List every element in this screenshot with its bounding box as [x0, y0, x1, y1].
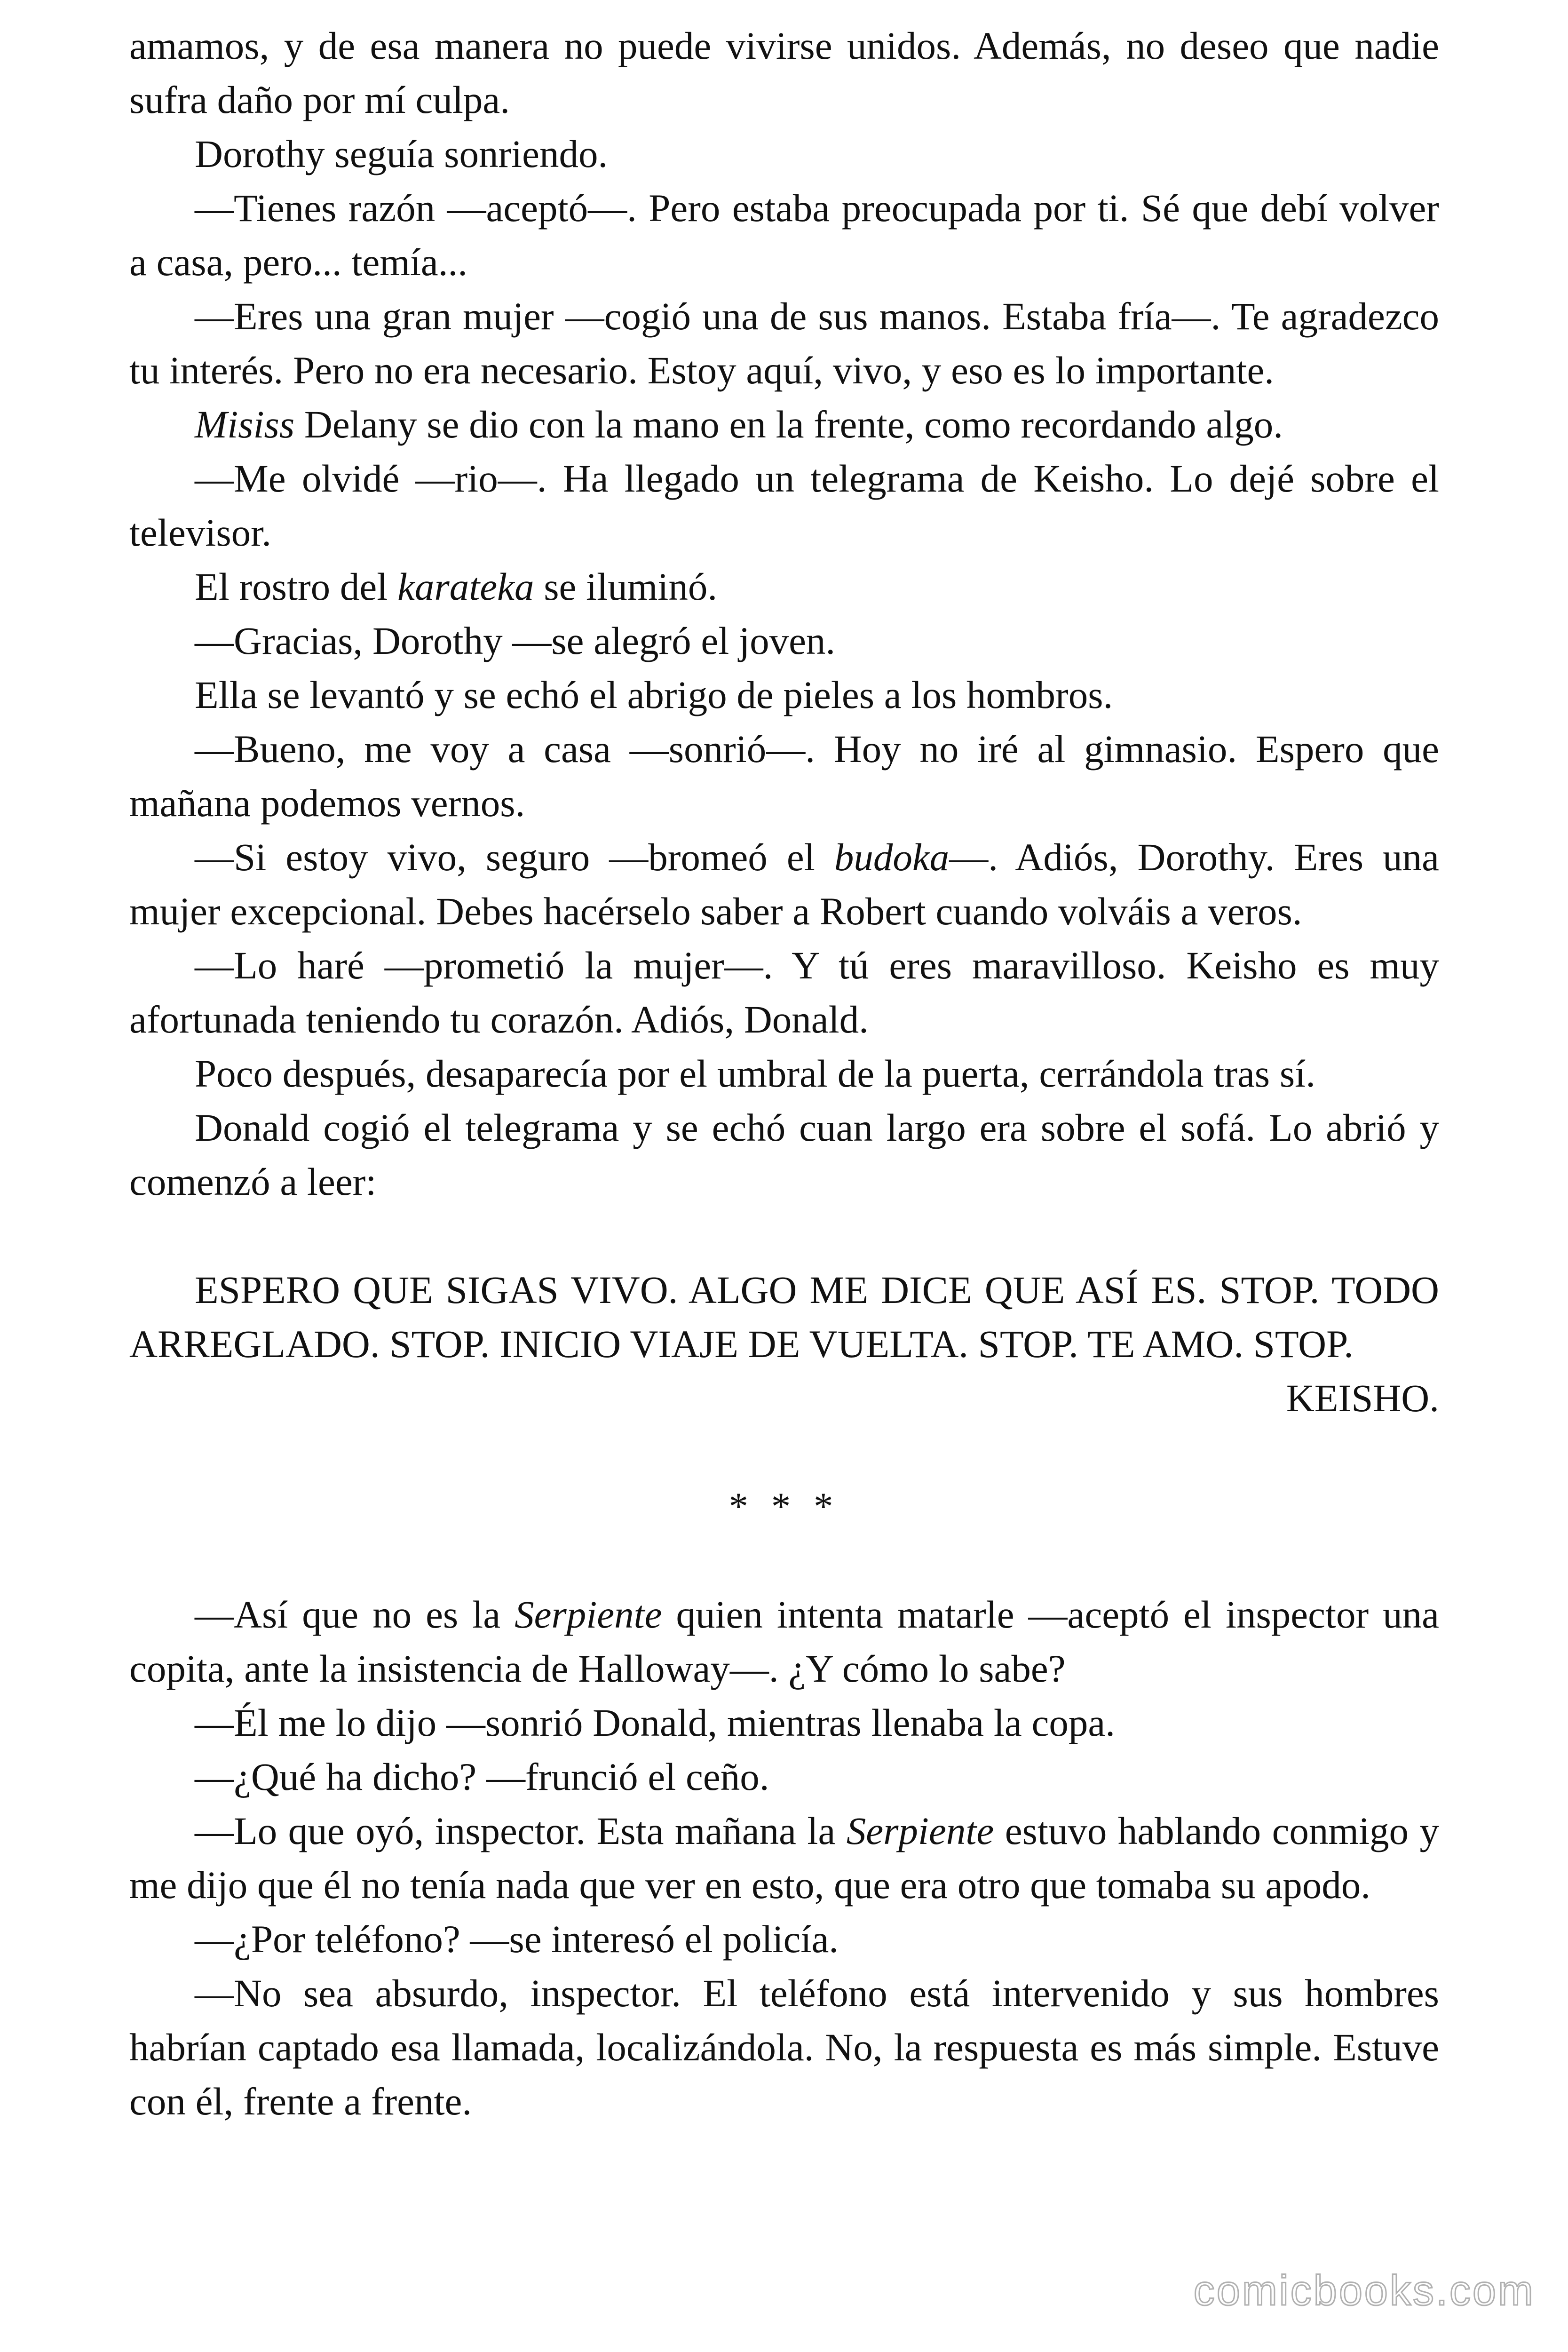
italic-text: Serpiente [515, 1593, 662, 1636]
paragraph [129, 1966, 1439, 2129]
text-run: Delany se dio con la mano en la frente, como recordando algo. [294, 403, 1283, 446]
text-run: —Eres una gran mujer —cogió una de sus manos. Estaba fría—. Te agradezco tu interés. Pero no era necesario. Estoy aquí, vivo, y eso es lo importante. [129, 294, 1439, 392]
paragraph [129, 1750, 1439, 1804]
book-page [129, 19, 1439, 2129]
text-run: —Gracias, Dorothy —se alegró el joven. [195, 619, 836, 662]
paragraph [129, 127, 1439, 181]
italic-text: Misiss [195, 403, 295, 446]
paragraph [129, 830, 1439, 938]
italic-text: Serpiente [846, 1809, 994, 1852]
watermark-logo: comicbooks.com [1193, 2267, 1535, 2314]
narrative-section-2 [129, 1588, 1439, 2129]
text-run: —Lo haré —prometió la mujer—. Y tú eres maravilloso. Keisho es muy afortunada teniendo tu corazón. Adiós, Donald. [129, 944, 1439, 1041]
paragraph [129, 397, 1439, 452]
paragraph [129, 19, 1439, 127]
text-run: Donald cogió el telegrama y se echó cuan largo era sobre el sofá. Lo abrió y comenzó a leer: [129, 1106, 1439, 1203]
spacer [129, 1534, 1439, 1588]
text-run: se iluminó. [534, 565, 718, 608]
telegram-body: ESPERO QUE SIGAS VIVO. ALGO ME DICE QUE ASÍ ES. STOP. TODO ARREGLADO. STOP. INICIO VIAJE DE VUELTA. STOP. TE AMO. STOP. [129, 1268, 1439, 1366]
paragraph [129, 1696, 1439, 1750]
paragraph [129, 1047, 1439, 1101]
paragraph [129, 668, 1439, 722]
text-run: —Bueno, me voy a casa —sonrió—. Hoy no iré al gimnasio. Espero que mañana podemos vernos. [129, 727, 1439, 825]
text-run: Poco después, desaparecía por el umbral de la puerta, cerrándola tras sí. [195, 1052, 1315, 1095]
paragraph [129, 289, 1439, 397]
paragraph [129, 560, 1439, 614]
text-run: —Él me lo dijo —sonrió Donald, mientras llenaba la copa. [195, 1701, 1115, 1744]
text-run: —¿Qué ha dicho? —frunció el ceño. [195, 1755, 769, 1798]
text-run: quien intenta matarle —aceptó el inspector una copita, ante la insistencia de Halloway—. ¿Y cómo lo sabe? [129, 1593, 1439, 1690]
text-run: —Lo que oyó, inspector. Esta mañana la [195, 1809, 847, 1852]
spacer [129, 1425, 1439, 1479]
paragraph [129, 614, 1439, 668]
text-run: estuvo hablando conmigo y me dijo que él no tenía nada que ver en esto, que era otro que tomaba su apodo. [129, 1809, 1439, 1907]
paragraph [129, 1912, 1439, 1966]
italic-text: karateka [397, 565, 534, 608]
text-run: amamos, y de esa manera no puede vivirse unidos. Además, no deseo que nadie sufra daño por mí culpa. [129, 24, 1439, 121]
text-run: —¿Por teléfono? —se interesó el policía. [195, 1917, 839, 1961]
text-run: —. Adiós, Dorothy. Eres una mujer excepcional. Debes hacérselo saber a Robert cuando volváis a veros. [129, 835, 1439, 933]
paragraph [129, 452, 1439, 560]
paragraph [129, 1588, 1439, 1696]
text-run: —No sea absurdo, inspector. El teléfono está intervenido y sus hombres habrían captado esa llamada, localizándola. No, la respuesta es más simple. Estuve con él, frente a frente. [129, 1971, 1439, 2123]
narrative-section-1 [129, 19, 1439, 1209]
telegram-signature: KEISHO. [1286, 1376, 1439, 1420]
spacer [129, 1209, 1439, 1263]
text-run: —Me olvidé —rio—. Ha llegado un telegrama de Keisho. Lo dejé sobre el televisor. [129, 457, 1439, 554]
paragraph [129, 1804, 1439, 1912]
paragraph [129, 938, 1439, 1047]
italic-text: budoka [834, 835, 950, 879]
paragraph [129, 181, 1439, 289]
paragraph [129, 1101, 1439, 1209]
text-run: —Si estoy vivo, seguro —bromeó el [195, 835, 834, 879]
paragraph [129, 722, 1439, 830]
text-run: —Así que no es la [195, 1593, 515, 1636]
text-run: Ella se levantó y se echó el abrigo de pieles a los hombros. [195, 673, 1113, 716]
section-separator: * * * [729, 1485, 840, 1528]
text-run: El rostro del [195, 565, 398, 608]
text-run: Dorothy seguía sonriendo. [195, 132, 608, 175]
text-run: —Tienes razón —aceptó—. Pero estaba preocupada por ti. Sé que debí volver a casa, pero... temía... [129, 186, 1439, 284]
